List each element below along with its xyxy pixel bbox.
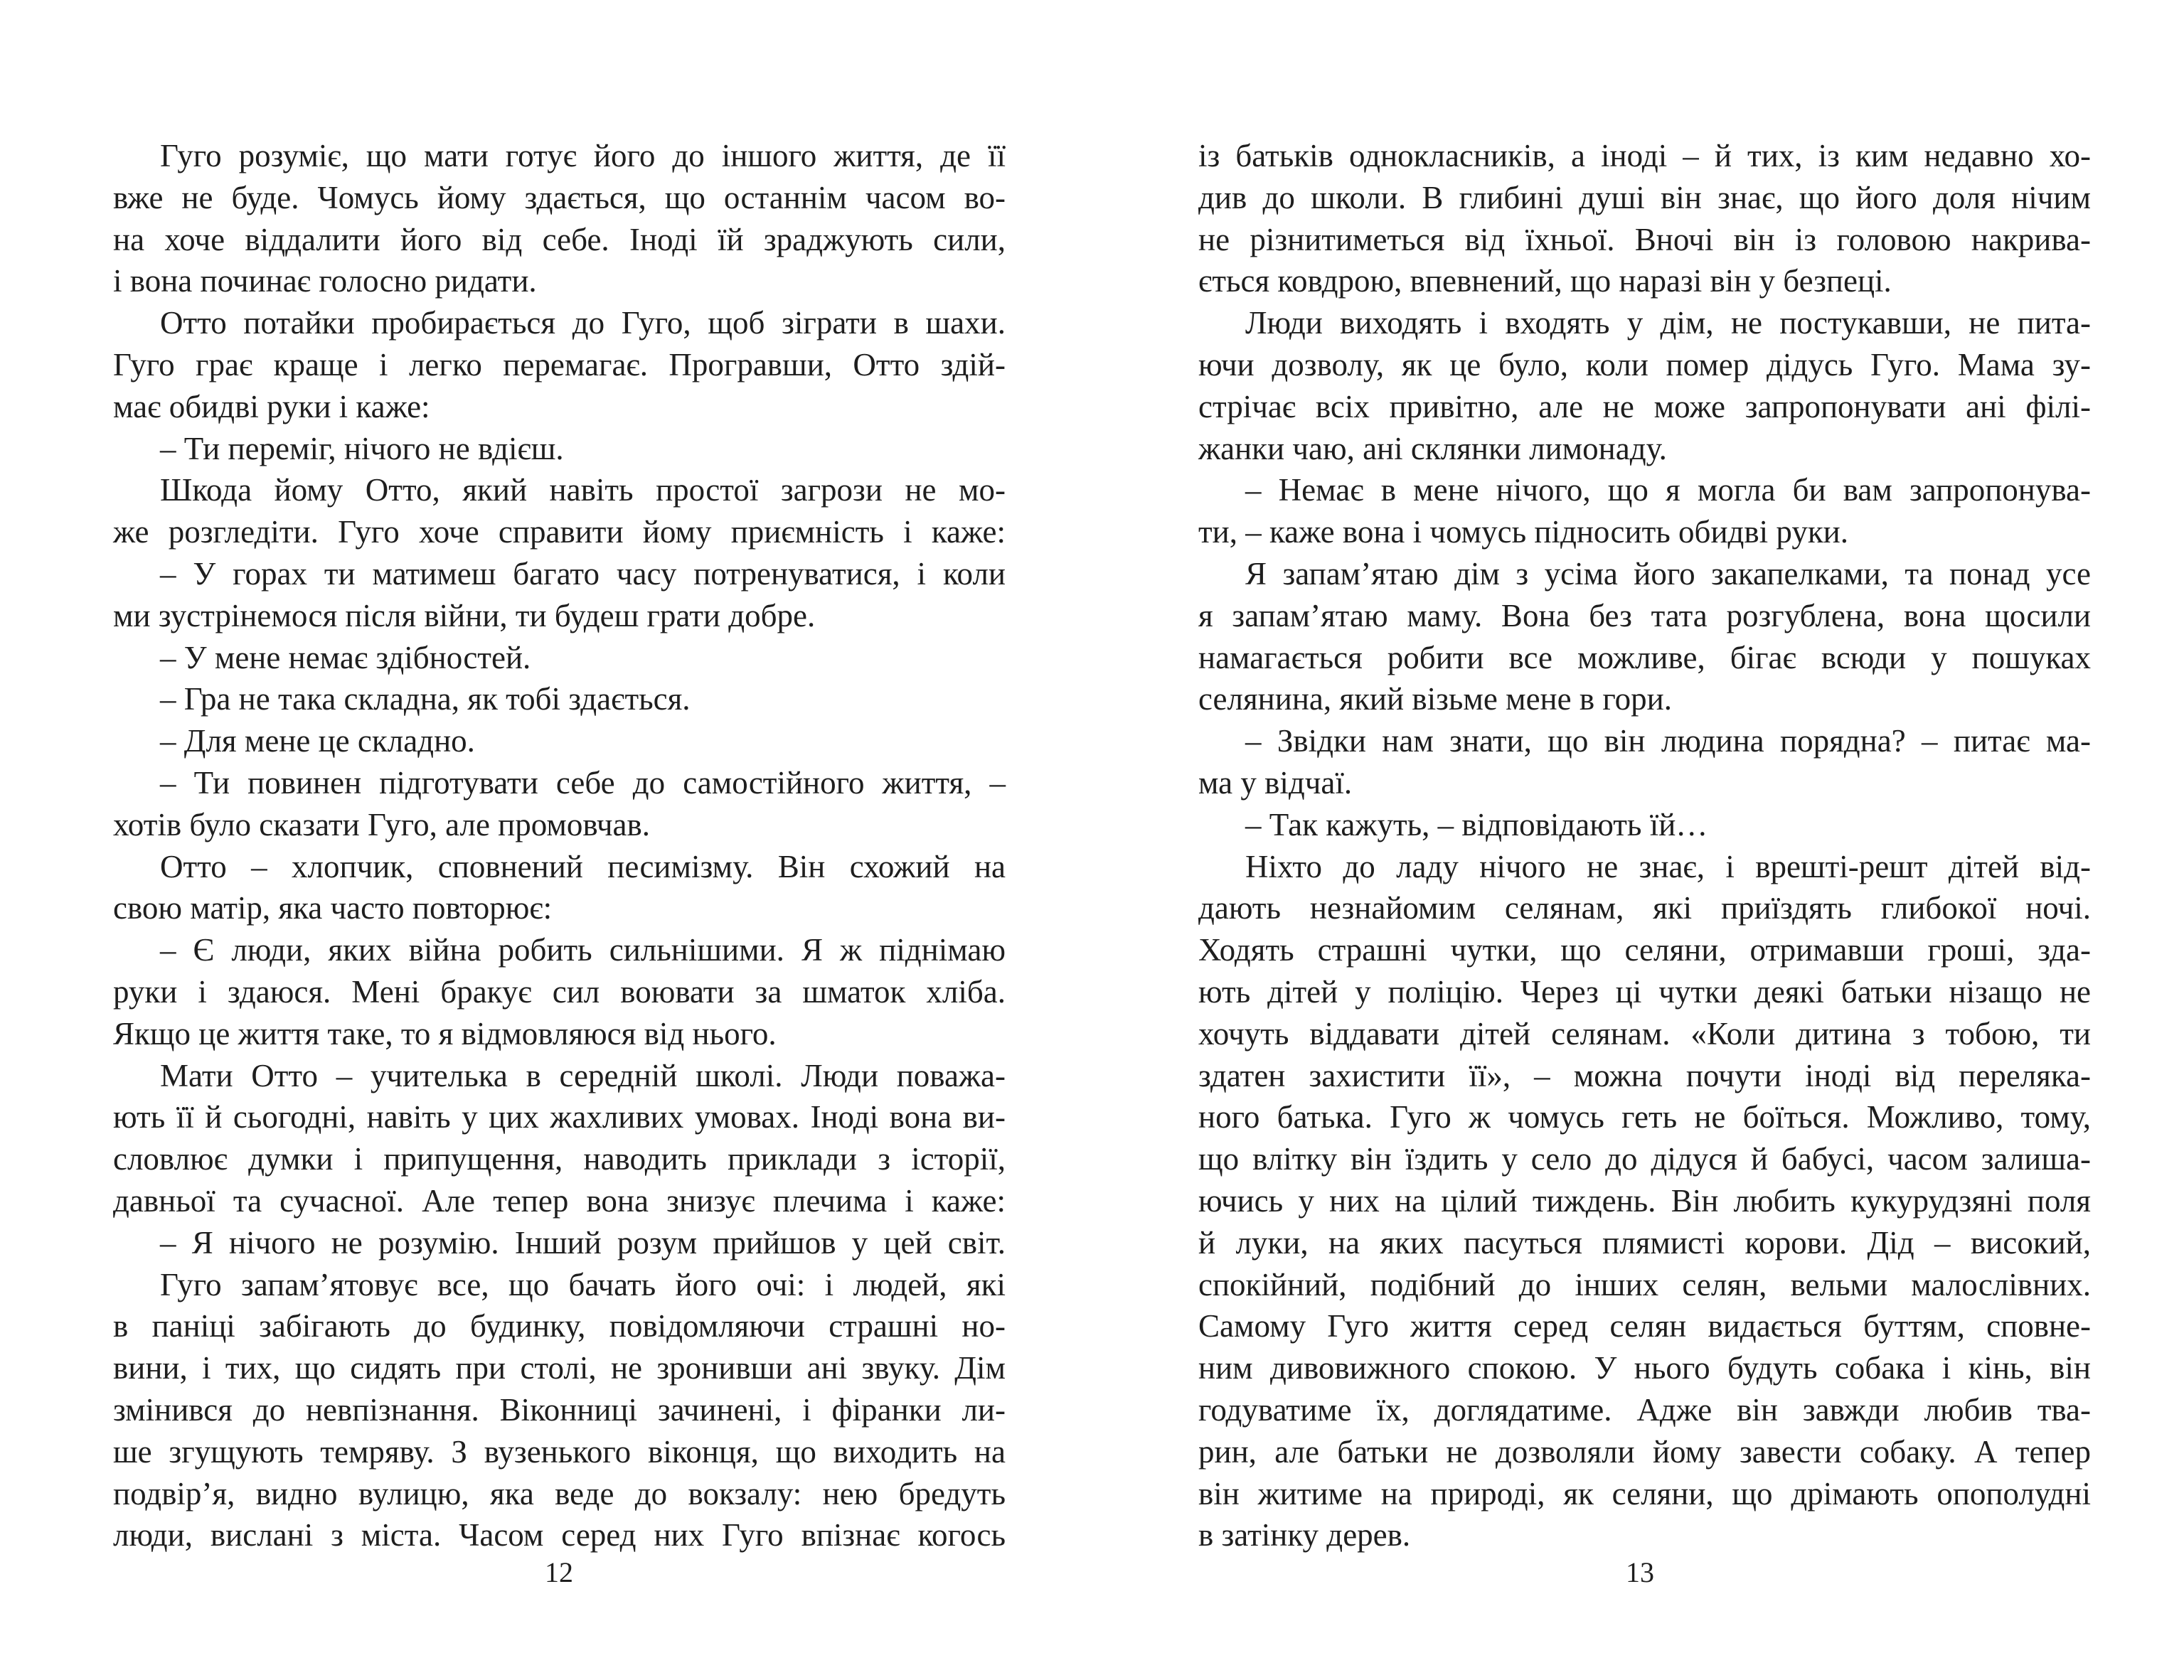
text-line: Ходять страшні чутки, що селяни, отримавши гроші, зда- — [1198, 932, 2091, 968]
text-line: із батьків однокласників, а іноді – й тих, із ким недавно хо- — [1198, 138, 2091, 173]
text-line: ють її й сьогодні, навіть у цих жахливих умовах. Іноді вона ви- — [113, 1099, 1006, 1135]
text-line: він житиме на природі, як селяни, що дрімають опополудні — [1198, 1475, 2091, 1512]
text-line: Гуго запам’ятовує все, що бачать його очі: і людей, які — [160, 1266, 1006, 1302]
text-line: селянина, який візьме мене в гори. — [1198, 681, 1673, 717]
text-line: свою матір, яка часто повторює: — [113, 890, 553, 926]
text-line: – У мене немає здібностей. — [160, 639, 531, 675]
text-line: Люди виходять і входять у дім, не постукавши, не пита- — [1245, 305, 2091, 341]
text-line: жанки чаю, ані склянки лимонаду. — [1198, 430, 1667, 466]
text-line: же розгледіти. Гуго хоче справити йому приємність і каже: — [113, 514, 1006, 550]
text-line: рин, але батьки не дозволяли йому завести собаку. А тепер — [1198, 1433, 2091, 1470]
text-line: – Я нічого не розумію. Інший розум прийшов у цей світ. — [160, 1224, 1006, 1261]
text-line: словлює думки і припущення, наводить приклади з історії, — [113, 1141, 1006, 1177]
text-line: ючи дозволу, як це було, коли помер дідусь Гуго. Мама зу- — [1198, 346, 2091, 382]
text-line: ми зустрінемося після війни, ти будеш грати добре. — [113, 597, 816, 633]
text-line: й луки, на яких пасуться плямисті корови. Дід – високий, — [1198, 1224, 2091, 1261]
text-line: хочуть віддавати дітей селянам. «Коли дитина з тобою, ти — [1198, 1015, 2091, 1052]
text-line: Шкода йому Отто, який навіть простої загрози не мо- — [160, 472, 1006, 508]
text-line: Мати Отто – учителька в середній школі. Люди поважа- — [160, 1057, 1006, 1093]
text-line: що влітку він їздить у село до дідуся й бабусі, часом залиша- — [1198, 1141, 2091, 1177]
text-line: Гуго розуміє, що мати готує його до іншого життя, де її — [160, 138, 1006, 173]
text-line: подвір’я, видно вулицю, яка веде до вокзалу: нею бредуть — [113, 1475, 1006, 1512]
text-line: хотів було сказати Гуго, але промовчав. — [113, 806, 651, 842]
text-line: руки і здаюся. Мені бракує сил воювати за шматок хліба. — [113, 973, 1006, 1010]
text-line: ють дітей у поліцію. Через ці чутки деякі батьки нізащо не — [1198, 973, 2091, 1010]
text-line: стрічає всіх привітно, але не може запропонувати ані філі- — [1198, 388, 2091, 424]
text-line: ше згущують темряву. З вузенького віконця, що виходить на — [113, 1433, 1006, 1470]
text-line: ючись у них на цілий тиждень. Він любить кукурудзяні поля — [1198, 1182, 2091, 1219]
text-line: вже не буде. Чомусь йому здається, що останнім часом во- — [113, 179, 1006, 215]
text-line: – Ти повинен підготувати себе до самостійного життя, – — [160, 764, 1006, 801]
text-line: – Ти переміг, нічого не вдієш. — [160, 430, 564, 466]
text-line: Отто потайки пробирається до Гуго, щоб зіграти в шахи. — [160, 305, 1006, 341]
text-line: намагається робити все можливе, бігає всюди у пошуках — [1198, 639, 2091, 675]
text-line: – У горах ти матимеш багато часу потренуватися, і коли — [160, 555, 1006, 592]
text-line: змінився до невпізнання. Віконниці зачинені, і фіранки ли- — [113, 1391, 1006, 1428]
text-line: Я запам’ятаю дім з усіма його закапелками, та понад усе — [1245, 555, 2091, 592]
text-line: – Гра не така складна, як тобі здається. — [160, 681, 691, 717]
text-line: Отто – хлопчик, сповнений песимізму. Він схожий на — [160, 848, 1006, 884]
text-line: в паніці забігають до будинку, повідомляючи страшні но- — [113, 1308, 1006, 1344]
text-line: – Звідки нам знати, що він людина порядна? – питає ма- — [1245, 723, 2091, 759]
text-line: давньої та сучасної. Але тепер вона знизує плечима і каже: — [113, 1182, 1006, 1219]
text-line: – Є люди, яких війна робить сильнішими. Я ж піднімаю — [160, 932, 1006, 968]
text-line: на хоче віддалити його від себе. Іноді їй зраджують сили, — [113, 221, 1006, 257]
text-line: ється ковдрою, впевнений, що наразі він у безпеці. — [1198, 263, 1892, 299]
left-page-text — [113, 135, 1006, 1556]
text-line: здатен захистити її», – можна почути іноді від переляка- — [1198, 1057, 2091, 1093]
text-line: Ніхто до ладу нічого не знає, і врешті-решт дітей від- — [1245, 848, 2091, 884]
text-line: – Немає в мене нічого, що я могла би вам запропонува- — [1245, 472, 2091, 508]
text-line: люди, вислані з міста. Часом серед них Гуго впізнає когось — [113, 1517, 1006, 1553]
text-line: годуватиме їх, доглядатиме. Адже він завжди любив тва- — [1198, 1391, 2091, 1428]
text-line: ма у відчаї. — [1198, 764, 1353, 801]
text-line: – Так кажуть, – відповідають їй… — [1245, 806, 1708, 842]
text-line: Самому Гуго життя серед селян видається буттям, сповне- — [1198, 1308, 2091, 1344]
right-page — [1092, 0, 2184, 1680]
right-page-number: 13 — [1626, 1556, 1654, 1588]
text-line: я запам’ятаю маму. Вона без тата розгублена, вона щосили — [1198, 597, 2091, 633]
text-line: ти, – каже вона і чомусь підносить обидві руки. — [1198, 514, 1849, 550]
text-line: вини, і тих, що сидять при столі, не зронивши ані звуку. Дім — [113, 1350, 1006, 1386]
text-line: не різнитиметься від їхньої. Вночі він із головою накрива- — [1198, 221, 2091, 257]
text-line: Якщо це життя таке, то я відмовляюся від нього. — [113, 1015, 777, 1052]
text-line: і вона починає голосно ридати. — [113, 263, 537, 299]
left-page-number: 12 — [545, 1556, 573, 1588]
text-line: див до школи. В глибині душі він знає, що його доля нічим — [1198, 179, 2091, 215]
text-line: ним дивовижного спокою. У нього будуть собака і кінь, він — [1198, 1350, 2091, 1386]
text-line: Гуго грає краще і легко перемагає. Програвши, Отто здій- — [113, 346, 1006, 382]
text-line: в затінку дерев. — [1198, 1517, 1411, 1553]
text-line: спокійний, подібний до інших селян, вельми малослівних. — [1198, 1266, 2091, 1302]
text-line: дають незнайомим селянам, які приїздять глибокої ночі. — [1198, 890, 2091, 926]
text-line: має обидві руки і каже: — [113, 388, 430, 424]
text-line: ного батька. Гуго ж чомусь геть не боїться. Можливо, тому, — [1198, 1099, 2091, 1135]
right-page-text — [1198, 135, 2091, 1556]
text-line: – Для мене це складно. — [160, 723, 475, 759]
